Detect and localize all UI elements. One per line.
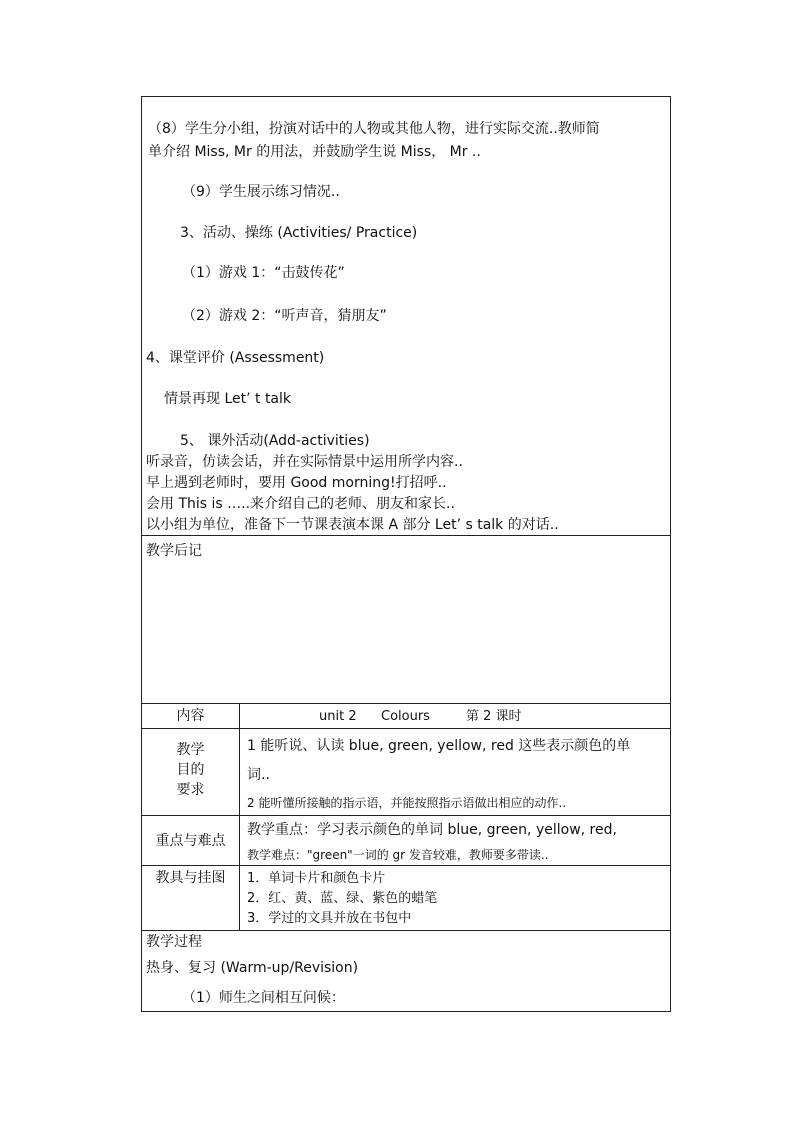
warmup-heading: 热身、复习 (Warm-up/Revision) xyxy=(146,960,359,976)
objective-2: 2 能听懂所接触的指示语，并能按照指示语做出相应的动作.. xyxy=(247,796,567,810)
material-item: 3．学过的文具并放在书包中 xyxy=(247,911,412,926)
reflection-label: 教学后记 xyxy=(146,543,202,559)
step8-line1: （8）学生分小组，扮演对话中的人物或其他人物，进行实际交流..教师简 xyxy=(148,121,600,137)
game1-text: （1）游戏 1：“击鼓传花” xyxy=(182,265,345,281)
material-item: 1．单词卡片和颜色卡片 xyxy=(247,871,386,886)
unit-title: Colours xyxy=(381,709,430,724)
content-label: 内容 xyxy=(176,708,205,724)
column-divider xyxy=(239,703,240,930)
objective-1-line2: 词.. xyxy=(247,767,270,783)
materials-label: 教具与挂图 xyxy=(155,870,226,886)
assessment-heading: 4、课堂评价 (Assessment) xyxy=(146,350,325,366)
warmup-step1: （1）师生之间相互问候： xyxy=(182,990,345,1006)
focus-label: 重点与难点 xyxy=(155,833,226,849)
homework-item: 会用 This is …..来介绍自己的老师、朋友和家长.. xyxy=(146,496,455,512)
objective-1-line1: 1 能听说、认读 blue, green, yellow, red 这些表示颜色的单 xyxy=(247,738,631,754)
lesson-number: 第 2 课时 xyxy=(466,709,522,724)
divider xyxy=(142,865,670,866)
activities-heading: 3、活动、操练 (Activities/ Practice) xyxy=(180,225,418,241)
objectives-label-line: 要求 xyxy=(176,782,205,798)
step9-text: （9）学生展示练习情况.. xyxy=(182,184,340,200)
objectives-label-line: 目的 xyxy=(176,762,205,778)
lesson-plan-table xyxy=(141,96,671,1012)
divider xyxy=(142,703,670,704)
add-activities-heading: 5、 课外活动(Add-activities) xyxy=(180,433,370,449)
divider xyxy=(142,535,670,536)
divider xyxy=(142,930,670,931)
difficulty: 教学难点："green"一词的 gr 发音较难，教师要多带读.. xyxy=(247,848,549,862)
homework-item: 早上遇到老师时，要用 Good morning!打招呼.. xyxy=(146,475,447,491)
step8-line2: 单介绍 Miss, Mr 的用法，并鼓励学生说 Miss， Mr .. xyxy=(148,144,481,160)
assessment-detail: 情景再现 Let’ t talk xyxy=(164,391,292,407)
game2-text: （2）游戏 2：“听声音，猜朋友” xyxy=(182,308,387,324)
divider xyxy=(142,728,670,729)
divider xyxy=(142,815,670,816)
homework-item: 听录音，仿读会话，并在实际情景中运用所学内容.. xyxy=(146,454,463,470)
process-label: 教学过程 xyxy=(146,934,202,950)
key-point: 教学重点：学习表示颜色的单词 blue, green, yellow, red, xyxy=(247,822,617,838)
unit-label: unit 2 xyxy=(319,709,357,724)
objectives-label-line: 教学 xyxy=(176,742,205,758)
homework-item: 以小组为单位，准备下一节课表演本课 A 部分 Let’ s talk 的对话.. xyxy=(146,517,559,533)
material-item: 2．红、黄、蓝、绿、紫色的蜡笔 xyxy=(247,891,438,906)
